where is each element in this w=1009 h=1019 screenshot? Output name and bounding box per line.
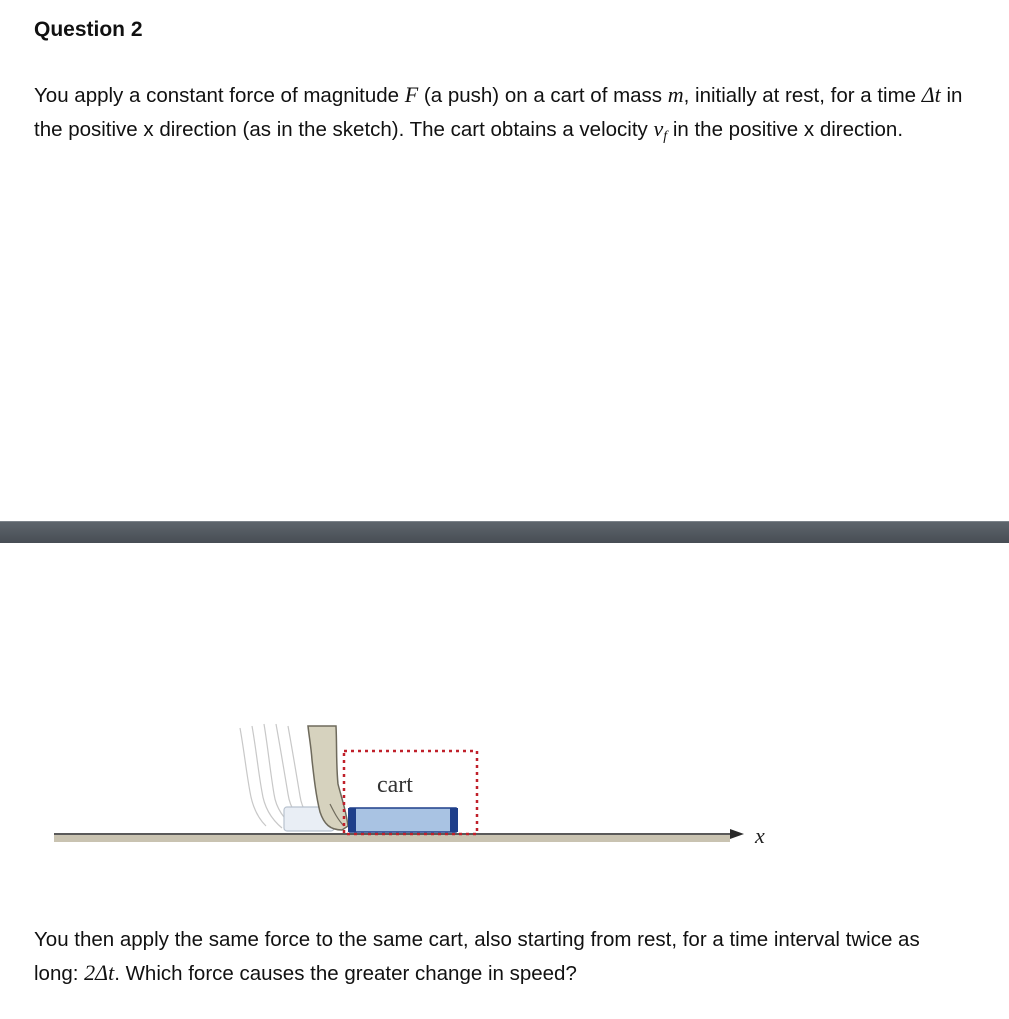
followup-text-2: . Which force causes the greater change in speed? [114,961,577,985]
cart-left-end [348,808,356,832]
follow-up-question [34,924,964,990]
x-axis-label: x [755,823,765,848]
velocity-subscript: f [663,128,668,144]
mass-variable: m [667,82,684,107]
velocity-symbol: v [653,115,664,141]
problem-statement [34,79,964,153]
statement-text-4: in the positive x direction (as in the sketch). The cart obtains a velocity [34,84,963,141]
x-axis-arrowhead [730,829,744,839]
statement-text-5: in the positive x direction. [667,117,904,141]
cart-body [350,808,456,832]
statement-text-2: (a push) on a cart of mass [418,84,668,107]
cart-push-figure [0,700,1009,860]
velocity-variable [653,115,668,144]
question-title: Question 2 [34,18,143,41]
cart-right-end [450,808,458,832]
statement-text-1: You apply a constant force of magnitude [34,84,405,107]
followup-text-1: You then apply the same force to the same cart, also starting from rest, for a time interval twice as long: [34,928,920,985]
cart-label: cart [377,772,413,798]
section-separator-bar [0,521,1009,543]
statement-text-3: , initially at rest, for a time [683,84,922,107]
force-variable: F [404,82,419,107]
double-time-interval-variable: 2Δt [84,959,115,985]
time-interval-variable: Δt [921,82,941,107]
